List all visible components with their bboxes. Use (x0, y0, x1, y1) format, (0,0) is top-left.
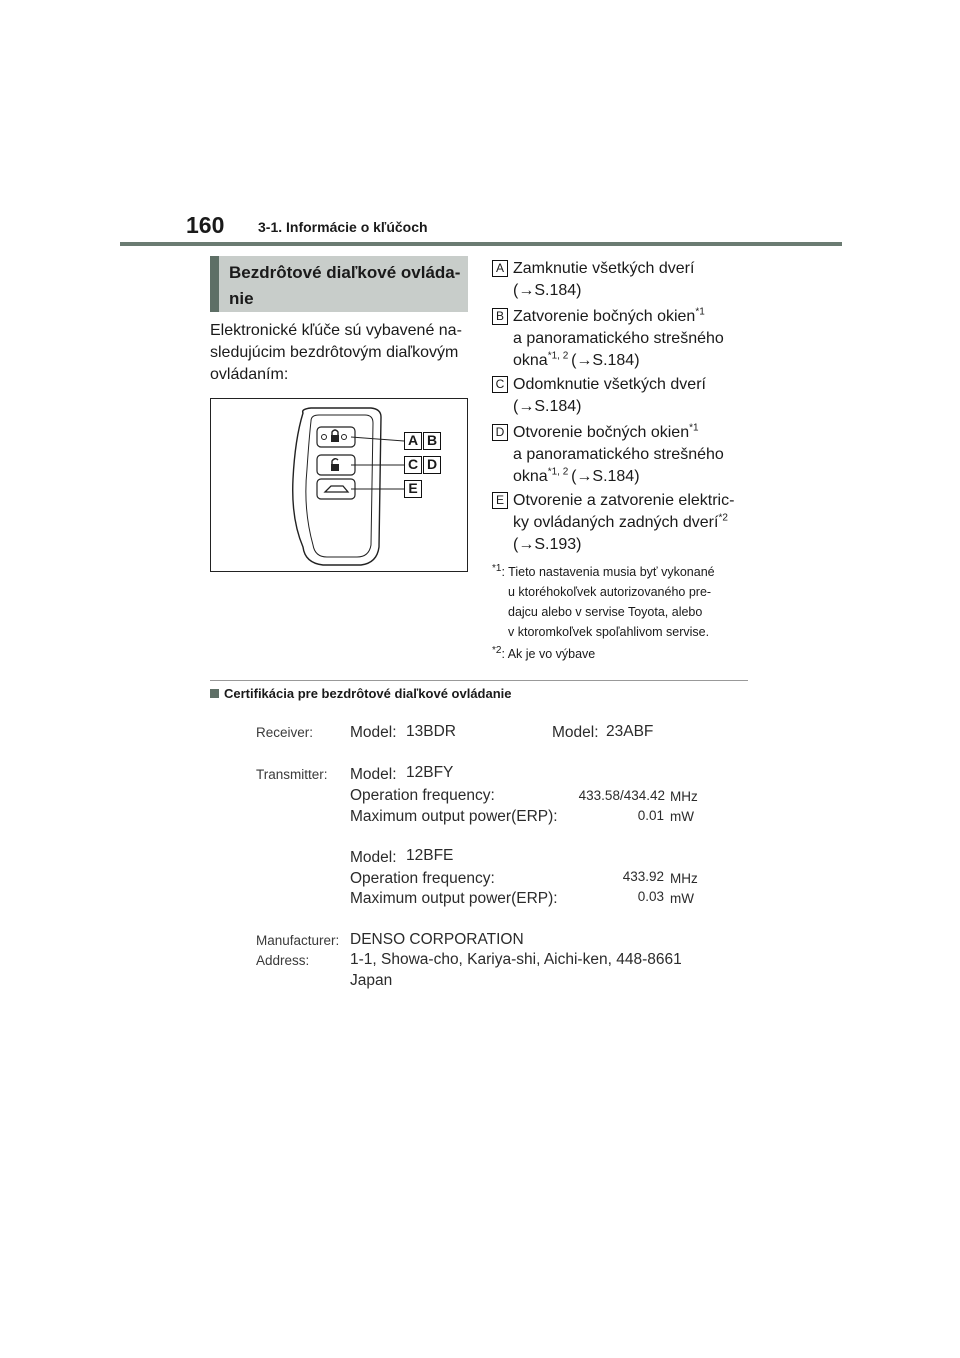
fob-label-a: A (404, 432, 422, 450)
item-c-line1: Odomknutie všetkých dverí (513, 376, 706, 393)
item-e-line1: Otvorenie a zatvorenie elektric- (513, 492, 735, 509)
tailgate-button-shape (317, 479, 355, 499)
transmitter2-frequency-unit: MHz (670, 871, 698, 886)
transmitter2-power-label: Maximum output power(ERP): (350, 890, 558, 907)
square-bullet-icon (210, 689, 219, 698)
transmitter2-frequency: 433.92 (622, 869, 664, 884)
letter-box-d: D (492, 424, 508, 441)
transmitter2-power-unit: mW (670, 891, 694, 906)
transmitter-label: Transmitter: (256, 767, 328, 782)
footnote-1-mark: *1 (492, 562, 502, 574)
manufacturer-name: DENSO CORPORATION (350, 931, 524, 948)
transmitter1-model: 12BFY (406, 764, 454, 781)
item-c-line2: (→S.184) (513, 398, 582, 415)
receiver-model-1: 13BDR (406, 723, 456, 740)
address-label: Address: (256, 953, 310, 968)
item-d-line3: okna$^{*1, 2}$ (→S.184) (513, 466, 640, 485)
address-line-2: Japan (350, 972, 393, 989)
transmitter2-model: 12BFE (406, 847, 454, 864)
transmitter1-power-label: Maximum output power(ERP): (350, 808, 558, 825)
list-item (492, 374, 760, 418)
transmitter1-frequency: 433.58/434.42 (578, 788, 665, 803)
item-b-line1: Zatvorenie bočných okien$^{*1}$ (513, 306, 705, 325)
footnote-2 (492, 644, 754, 664)
footnote-1 (492, 562, 754, 642)
chapter-title: 3-1. Informácie o kľúčoch (258, 219, 428, 235)
fob-label-d: D (423, 456, 441, 474)
fob-label-b: B (423, 432, 441, 450)
item-e-line3: (→S.193) (513, 536, 582, 553)
key-fob-illustration (210, 398, 468, 572)
certification-heading (210, 686, 512, 701)
list-item (492, 490, 760, 556)
certification-heading-text: Certifikácia pre bezdrôtové diaľkové ovládanie (224, 686, 512, 701)
letter-box-c: C (492, 376, 508, 393)
footnote-1-line1: : Tieto nastavenia musia byť vykonané (501, 565, 715, 579)
item-b-line2: a panoramatického strešného (513, 330, 724, 347)
list-item (492, 306, 760, 372)
transmitter1-frequency-unit: MHz (670, 789, 698, 804)
letter-box-a: A (492, 260, 508, 277)
item-d-line1: Otvorenie bočných okien$^{*1}$ (513, 422, 699, 441)
footnote-1-line3: dajcu alebo v servise Toyota, alebo (508, 605, 703, 619)
item-d-line2: a panoramatického strešného (513, 446, 724, 463)
item-b-line3: okna$^{*1, 2}$ (→S.184) (513, 350, 640, 369)
header-rule (120, 242, 842, 246)
fob-label-e: E (404, 480, 422, 498)
receiver-model-2: 23ABF (606, 723, 654, 740)
list-item (492, 422, 760, 488)
item-a-line2: (→S.184) (513, 282, 582, 299)
section-heading-line1: Bezdrôtové diaľkové ovláda- (229, 263, 461, 282)
footnote-2-text: : Ak je vo výbave (501, 647, 596, 661)
key-fob-drawing (211, 399, 469, 573)
page-number: 160 (186, 212, 225, 238)
leader-line-ab (351, 437, 404, 441)
address-line-1: 1-1, Showa-cho, Kariya-shi, Aichi-ken, 448-8661 (350, 951, 682, 968)
item-e-line2: ky ovládaných zadných dverí$^{*2}$ (513, 512, 728, 531)
manufacturer-label: Manufacturer: (256, 933, 340, 948)
list-item (492, 258, 760, 302)
fob-label-c: C (404, 456, 422, 474)
intro-paragraph: Elektronické kľúče sú vybavené na-sledujúcim bezdrôtovým diaľkovým ovládaním: (210, 322, 462, 383)
footnote-1-line2: u ktoréhokoľvek autorizovaného pre- (508, 585, 712, 599)
transmitter2-model-label: Model: (350, 849, 397, 866)
letter-box-b: B (492, 308, 508, 325)
transmitter1-power-unit: mW (670, 809, 694, 824)
section-heading-line2: nie (229, 289, 254, 308)
item-a-line1: Zamknutie všetkých dverí (513, 260, 695, 277)
transmitter2-power: 0.03 (637, 889, 664, 904)
footnote-2-mark: *2 (492, 644, 502, 656)
transmitter1-frequency-label: Operation frequency: (350, 787, 495, 804)
section-heading (210, 256, 468, 312)
receiver-model-label-1: Model: (350, 724, 397, 741)
letter-box-e: E (492, 492, 508, 509)
section-divider (210, 680, 748, 681)
transmitter1-model-label: Model: (350, 766, 397, 783)
transmitter1-power: 0.01 (637, 808, 664, 823)
footnote-1-line1-wrap (492, 562, 715, 579)
receiver-label: Receiver: (256, 725, 314, 740)
transmitter2-frequency-label: Operation frequency: (350, 870, 495, 887)
footnote-1-line4: v ktoromkoľvek spoľahlivom servise. (508, 625, 710, 639)
receiver-model-label-2: Model: (552, 724, 599, 741)
